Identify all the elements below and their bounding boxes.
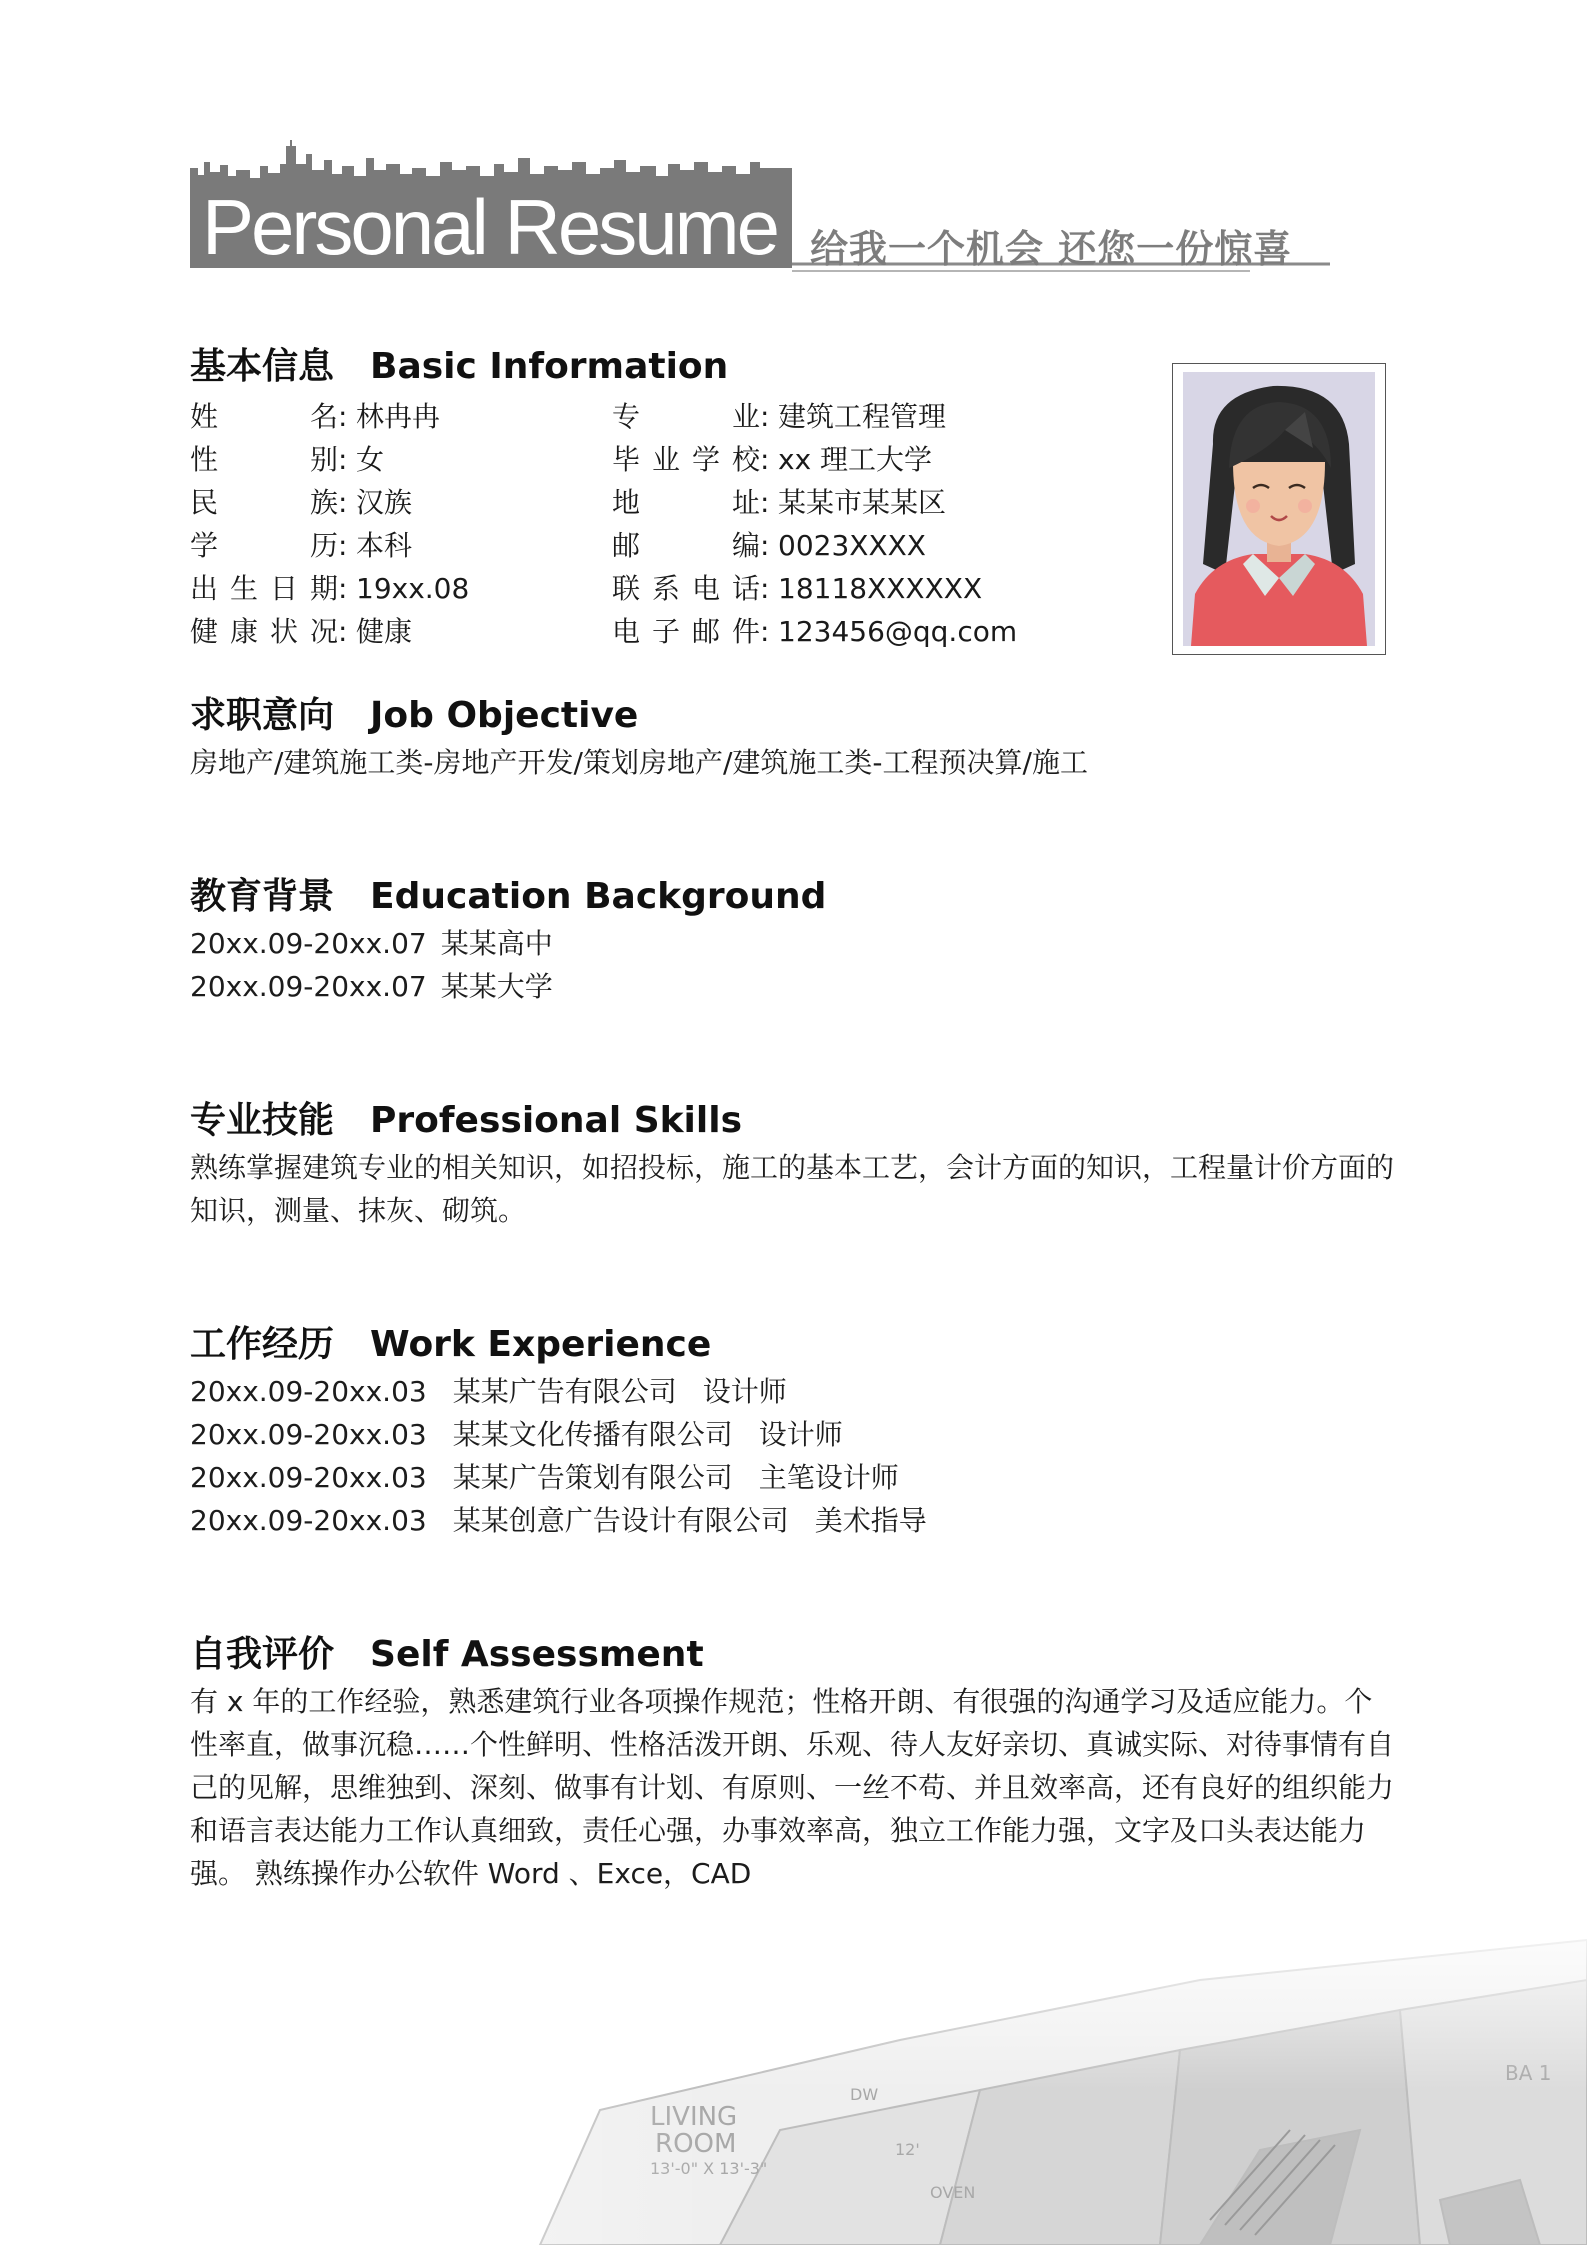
info-row-degree: 学 历 : 本科 xyxy=(190,524,469,567)
education-period: 20xx.09-20xx.07 xyxy=(190,927,427,961)
info-label: 联系电话 xyxy=(612,572,760,605)
info-row-health: 健康状况 : 健康 xyxy=(190,610,469,653)
education-item xyxy=(190,922,1400,965)
education-school: 某某大学 xyxy=(440,970,553,1004)
info-row-birthdate: 出生日期 : 19xx.08 xyxy=(190,567,469,610)
banner-slogan: 给我一个机会 还您一份惊喜 xyxy=(810,227,1293,271)
section-education xyxy=(190,875,1400,1008)
work-period: 20xx.09-20xx.03 xyxy=(190,1504,427,1538)
work-item xyxy=(190,1413,1400,1456)
section-heading xyxy=(190,875,1400,918)
work-company: 某某创意广告设计有限公司 xyxy=(452,1504,789,1538)
profile-photo xyxy=(1172,363,1386,655)
heading-cn: 教育背景 xyxy=(190,876,335,917)
info-label: 电子邮件 xyxy=(612,615,760,648)
section-heading xyxy=(190,1323,1400,1366)
work-period: 20xx.09-20xx.03 xyxy=(190,1461,427,1495)
info-value: 0023XXXX xyxy=(778,529,926,562)
heading-cn: 基本信息 xyxy=(190,346,335,387)
section-heading xyxy=(190,1633,1400,1676)
info-row-ethnicity: 民 族 : 汉族 xyxy=(190,481,469,524)
heading-cn: 专业技能 xyxy=(190,1100,335,1141)
info-value: 建筑工程管理 xyxy=(778,400,947,433)
heading-en: Self Assessment xyxy=(370,1634,704,1675)
section-self-assessment xyxy=(190,1633,1400,1895)
info-value: 123456@qq.com xyxy=(778,615,1018,648)
education-period: 20xx.09-20xx.07 xyxy=(190,970,427,1004)
section-job-objective xyxy=(190,694,1400,784)
work-item xyxy=(190,1370,1400,1413)
work-company: 某某广告有限公司 xyxy=(452,1375,677,1409)
work-item xyxy=(190,1499,1400,1542)
info-row-name: 姓 名 : 林冉冉 xyxy=(190,395,469,438)
work-company: 某某广告策划有限公司 xyxy=(452,1461,733,1495)
floorplan-decoration xyxy=(0,1900,1587,2245)
heading-en: Education Background xyxy=(370,876,827,917)
education-school: 某某高中 xyxy=(440,927,553,961)
info-value: 18118XXXXXX xyxy=(778,572,983,605)
heading-cn: 求职意向 xyxy=(190,695,335,736)
info-row-postcode: 邮 编 : 0023XXXX xyxy=(612,524,1017,567)
info-label: 地 址 xyxy=(612,486,760,519)
job-objective-text: 房地产/建筑施工类-房地产开发/策划房地产/建筑施工类-工程预决算/施工 xyxy=(190,746,1088,780)
info-label: 民 族 xyxy=(190,486,338,519)
work-role: 主笔设计师 xyxy=(758,1461,899,1495)
heading-en: Work Experience xyxy=(370,1324,712,1365)
heading-cn: 自我评价 xyxy=(190,1634,335,1675)
info-value: 林冉冉 xyxy=(356,400,441,433)
info-row-phone: 联系电话 : 18118XXXXXX xyxy=(612,567,1017,610)
info-value: 健康 xyxy=(356,615,413,648)
section-heading xyxy=(190,694,1400,737)
info-label: 专 业 xyxy=(612,400,760,433)
section-work-experience xyxy=(190,1323,1400,1542)
avatar-portrait-icon xyxy=(1173,364,1385,654)
info-label: 学 历 xyxy=(190,529,338,562)
heading-cn: 工作经历 xyxy=(190,1324,335,1365)
info-row-major: 专 业 : 建筑工程管理 xyxy=(612,395,1017,438)
info-label: 毕业学校 xyxy=(612,443,760,476)
work-role: 美术指导 xyxy=(814,1504,927,1538)
education-item xyxy=(190,965,1400,1008)
info-label: 健康状况 xyxy=(190,615,338,648)
info-row-gender: 性 别 : 女 xyxy=(190,438,469,481)
info-label: 性 别 xyxy=(190,443,338,476)
info-value: 19xx.08 xyxy=(356,572,470,605)
info-value: 汉族 xyxy=(356,486,413,519)
section-skills xyxy=(190,1099,1400,1232)
banner-title: Personal Resume xyxy=(202,183,777,271)
section-heading xyxy=(190,1099,1400,1142)
heading-en: Basic Information xyxy=(370,346,729,387)
info-label: 姓 名 xyxy=(190,400,338,433)
info-value: xx 理工大学 xyxy=(778,443,933,476)
skills-text: 熟练掌握建筑专业的相关知识，如招投标，施工的基本工艺，会计方面的知识，工程量计价方面的知识，测量、抹灰、砌筑。 xyxy=(190,1151,1395,1228)
info-value: 某某市某某区 xyxy=(778,486,947,519)
work-role: 设计师 xyxy=(702,1375,787,1409)
info-row-school: 毕业学校 : xx 理工大学 xyxy=(612,438,1017,481)
info-value: 本科 xyxy=(356,529,413,562)
work-company: 某某文化传播有限公司 xyxy=(452,1418,733,1452)
heading-en: Job Objective xyxy=(370,695,639,736)
work-item xyxy=(190,1456,1400,1499)
self-assessment-text: 有 x 年的工作经验，熟悉建筑行业各项操作规范；性格开朗、有很强的沟通学习及适应能力。个性率直，做事沉稳……个性鲜明、性格活泼开朗、乐观、待人友好亲切、真诚实际、对待事情有自己的见解，思维独到、深刻、做事有计划、有原则、一丝不苟、并且效率高，还有良好的组织能力和语言表达能力工作认真细致，责任心强，办事效率高，独立工作能力强，文字及口头表达能力强。 熟练操作办公软件 Word 、Exce，CAD xyxy=(190,1685,1395,1891)
work-period: 20xx.09-20xx.03 xyxy=(190,1375,427,1409)
info-value: 女 xyxy=(356,443,385,476)
work-period: 20xx.09-20xx.03 xyxy=(190,1418,427,1452)
info-label: 邮 编 xyxy=(612,529,760,562)
resume-banner xyxy=(190,140,1330,280)
basic-info-left-column xyxy=(190,395,469,653)
info-row-email: 电子邮件 : 123456@qq.com xyxy=(612,610,1017,653)
basic-info-right-column xyxy=(612,395,1017,653)
heading-en: Professional Skills xyxy=(370,1100,743,1141)
info-label: 出生日期 xyxy=(190,572,338,605)
work-role: 设计师 xyxy=(758,1418,843,1452)
info-row-address: 地 址 : 某某市某某区 xyxy=(612,481,1017,524)
